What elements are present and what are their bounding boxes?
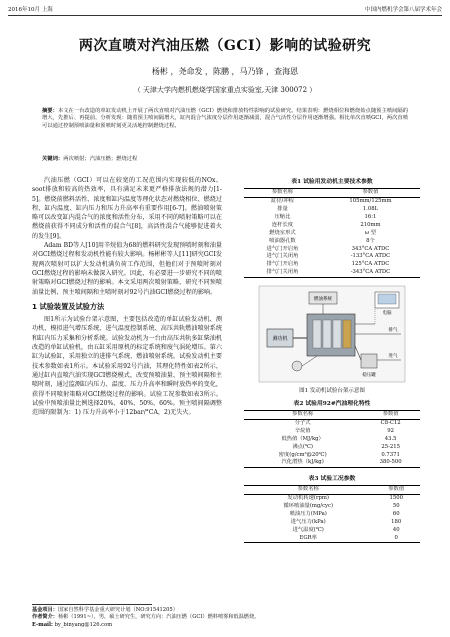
cell: -133°CA ATDC (350, 253, 391, 260)
left-column (32, 176, 222, 417)
fig-label-computer: 电脑 (382, 310, 392, 316)
table-row (244, 237, 420, 245)
test-bench-schematic (257, 284, 407, 384)
table-row (244, 459, 420, 467)
cell: 排气门开启角 (266, 261, 299, 268)
cell: 1.08L (362, 206, 379, 213)
figure1-caption: 图1 发动机试验台架示意图 (299, 387, 365, 394)
table-row (244, 197, 420, 205)
abstract (42, 108, 408, 130)
table-row (244, 222, 420, 230)
cell: C8-C12 (380, 419, 401, 426)
cell: 连杆长度 (271, 221, 294, 228)
table-row (244, 534, 420, 542)
section1-paragraph: 图1所示为试验台架示意图，主要包括改造的单缸试验发动机、测功机、模拟进气增压系统、进气温度控制系统、高压共轨燃油喷射系统和缸内压力采集和分析系统。试验发动机为一台由高压共轨多缸柴油机改造的单缸试验机，由五缸采用原机的标定系统和废气涡轮增压。第六缸为试验缸，采用独立的进排气系统、燃油喷射系统。试验发动机主要技术参数如表1所示。本试验采用92号汽油，其理化特性如表2所示，通过缸内直喷汽油实现GCI燃烧模式，改变预喷油量、预主喷间隔和主喷时刻，通过监测缸内压力、温度、压力升高率和瞬时放热率的变化，获得不同喷射策略对GCI燃烧过程的影响。试验工况参数如表3所示。试验中预喷油量比例选择20%、40%、50%、60%。预主喷间隔调整范围的限制为：1) 压力升高率小于12bar/°CA，2)无失火。 (32, 316, 222, 417)
paper-title: 两次直喷对汽油压燃（GCI）影响的试验研究 (78, 38, 372, 54)
cell: 燃烧室形式 (269, 229, 296, 236)
cell: 43.5 (384, 435, 397, 442)
table-row (244, 261, 420, 269)
header-right: 中国内燃机学会第八届学术年会 (364, 7, 442, 13)
email-line (32, 622, 418, 629)
author-bio-label: 作者简介： (32, 614, 58, 621)
fig-label-dynamometer: 测功机 (272, 335, 288, 342)
table1-header: 参数名称 (244, 189, 321, 198)
cell: 缸径/冲程 (270, 198, 294, 205)
abstract-label: 摘要： (42, 108, 58, 114)
table-row (244, 269, 420, 277)
table-row (244, 435, 420, 443)
cell: 进气压力(kPa) (290, 518, 326, 525)
cell: 密度(g/cm³@20℃) (278, 451, 327, 458)
table1-caption: 表1 试验用发动机主要技术参数 (291, 179, 373, 185)
cell: 进气门关闭角 (266, 253, 299, 260)
cell: 1500 (389, 495, 403, 502)
keywords-label: 关键词： (42, 156, 64, 162)
cell: 92 (387, 427, 395, 434)
cell: 380-500 (361, 459, 420, 467)
authors: 杨彬 ，尧命发 ，陈鹏 ，马乃锋 ，查海恩 (151, 67, 299, 76)
cell: 进气门开启角 (266, 245, 299, 252)
right-column (244, 174, 420, 543)
abstract-text: 本文在一台改造的单缸发动机上开展了两次直喷对汽油压燃（GCI）燃烧和排放特性影响的试验研究。结果表明：燃烧相位和燃烧始点随预主喷间隔的增大，先推后、再提前，分析发现：随着预主喷间隔增大，缸内混合气浓度分层作用逐渐减弱，混合气活性分层作用逐渐增强。相比单次直喷GCI，两次直喷可以通过控制预喷油量和预喷时刻更灵活地控制燃烧过程。 (42, 108, 408, 129)
table-row (244, 229, 420, 237)
cell: 沸点(℃) (292, 443, 313, 450)
table2-header: 参数值 (361, 410, 420, 419)
cell: 8个 (366, 237, 375, 244)
cell: 343°CA ATDC (351, 245, 390, 252)
table-row (244, 519, 420, 527)
table2-header: 参数名称 (244, 410, 361, 419)
fig-label-fuel-system: 燃油系统 (314, 296, 332, 302)
cell: 压缩比 (274, 213, 291, 220)
fig-label-intake: 进气 (388, 353, 398, 359)
fig-label-surge-tank: 稳压罐 (362, 372, 376, 378)
table-row (244, 428, 420, 436)
intro-paragraph-1: 汽油压燃（GCI）可以在较宽的工况范围内实现较低的NOx、soot排放和较高的热效率，具有满足未来更严格排放法规的潜力[1-5]。燃烧前燃料活性、浓度和缸内温度等理化状态对燃烧相位、燃烧过程、缸内温度、缸内压力和压力升高率有重要作用[6-7]。燃油喷射策略可以改变缸内混合气的浓度和活性分布，采用不同的喷射策略可以在燃烧前获得不同成分和活性的混合气[8]，高活性混合气能够促进着火的发生[9]。 (32, 177, 222, 240)
table2-caption: 表2 试验用92#汽油理化特性 (293, 400, 371, 407)
footnote (32, 607, 418, 629)
table-row (244, 206, 420, 214)
engine-test-bench-diagram (257, 284, 407, 384)
table3 (244, 485, 420, 543)
fund-text: 国家自然科学基金重大研究计划（NO:91541205） (57, 607, 178, 613)
keywords (42, 154, 408, 162)
cell: 0 (372, 534, 420, 542)
author-bio-line (32, 614, 418, 621)
table-row (244, 451, 420, 459)
table-row (244, 503, 420, 511)
table-row (244, 526, 420, 534)
cell: -343°CA ATDC (321, 269, 420, 277)
table-row (244, 443, 420, 451)
table3-header: 参数名称 (244, 486, 372, 495)
cell: 210mm (360, 221, 381, 228)
author-bio-text: 杨彬（1991~），男，硕士研究生，研究方向：汽油压燃（GCI）燃料喷雾和低温燃烧。 (57, 614, 260, 621)
table1-header: 参数值 (321, 189, 420, 198)
cell: 0.7371 (381, 451, 400, 458)
cell: 25-215 (381, 443, 400, 450)
cell: 50 (392, 503, 400, 510)
cell: 105mm/125mm (349, 198, 392, 205)
email-label: E-mail: (32, 621, 53, 628)
cell: 排气门关闭角 (244, 269, 321, 277)
cell: 进气温度(℃) (292, 526, 324, 533)
cell: 喷油器孔数 (269, 237, 296, 244)
cell: 汽化潜热（kJ/kg) (244, 459, 361, 467)
email-address[interactable]: by_binyang@126.com (54, 621, 113, 628)
cell: 16:1 (364, 213, 377, 220)
cell: 循环喷油量(mg/cyc) (283, 503, 334, 510)
table2 (244, 410, 420, 468)
table-row (244, 419, 420, 427)
section-heading: 1 试验装置及试验方法 (32, 301, 105, 311)
intro-paragraph-2: Adam BD等人[10]用辛烷值为68的燃料研究发现预喷时刻和油量对GCI燃烧过程和发动机性能有较大影响。杨彬彬等人[11]研究GCI发现两次喷射可以扩大发动机满负荷工作范围，但他们对于预喷时刻对GCI燃烧过程的影响未做深入研究。因此，有必要进一步研究不同的喷射策略对GCI燃烧过程的影响。本文采用两次喷射策略，研究不同预喷油量比例、预主喷间隔和主喷时刻对92号汽油GCI燃烧过程的影响。 (32, 242, 222, 296)
cell: 排量 (277, 206, 288, 213)
table3-header: 参数值 (372, 486, 420, 495)
header-left: 2016年10月 上海 (8, 7, 53, 13)
keywords-text: 两次喷射；汽油压燃；燃烧过程 (63, 156, 138, 162)
cell: EGR率 (244, 534, 372, 542)
table-row (244, 511, 420, 519)
table-row (244, 253, 420, 261)
fund-label: 基金项目： (32, 607, 58, 613)
cell: 喷油压力(MPa) (289, 511, 327, 517)
cell: 40 (392, 526, 400, 533)
cell: 分子式 (294, 419, 311, 426)
table3-caption: 表3 试验工况参数 (308, 476, 356, 483)
fig-label-exhaust: 排气 (388, 327, 398, 333)
cell: 发动机转速(rpm) (287, 495, 329, 502)
cell: 低热值（MJ/kg） (281, 435, 324, 442)
table-row (244, 494, 420, 502)
cell: 125°CA ATDC (351, 261, 390, 268)
cell: 60 (392, 511, 400, 517)
table1 (244, 188, 420, 278)
table-row (244, 214, 420, 222)
cell: 180 (391, 518, 402, 525)
table-row (244, 245, 420, 253)
cell: 辛烷值 (294, 427, 311, 434)
running-header (8, 5, 442, 16)
cell: ω 型 (364, 229, 377, 236)
affiliation: （ 天津大学内燃机燃烧学国家重点实验室,天津 300072 ） (133, 86, 317, 94)
footnote-divider (32, 604, 152, 605)
